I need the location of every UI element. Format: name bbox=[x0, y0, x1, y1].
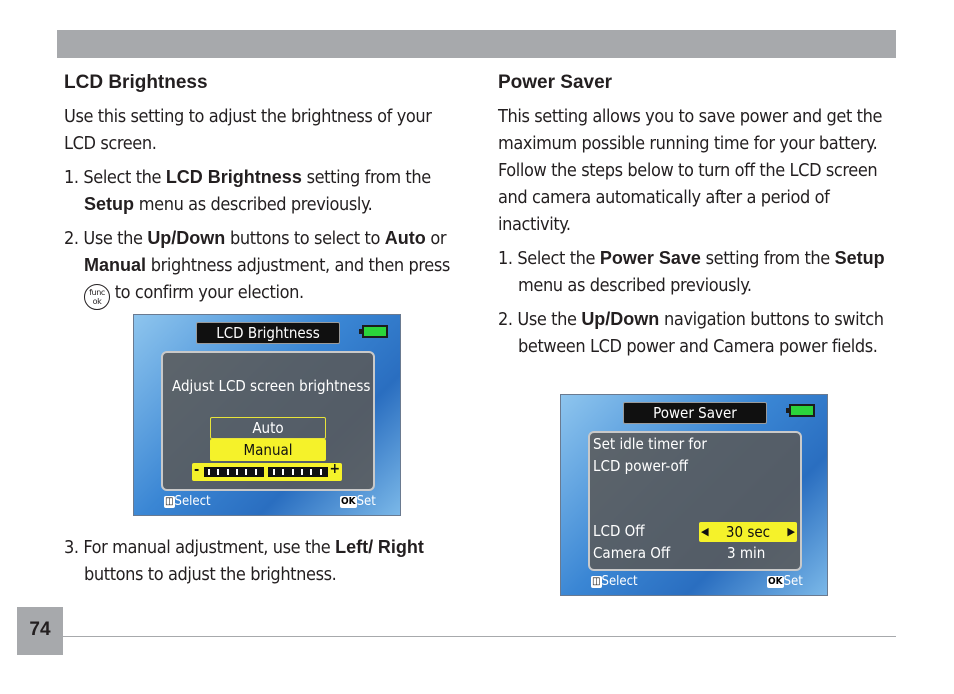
lcd-off-label: LCD Off bbox=[593, 522, 645, 540]
step-1 bbox=[64, 164, 464, 218]
screen-line-2: LCD power-off bbox=[593, 457, 689, 475]
slider-tick bbox=[255, 469, 257, 475]
brightness-slider bbox=[192, 463, 342, 481]
set-label: Set bbox=[356, 494, 376, 509]
screen-title: Power Saver bbox=[623, 402, 767, 424]
camera-off-value: 3 min bbox=[727, 544, 766, 562]
ok-key-icon: OK bbox=[341, 496, 356, 507]
option-manual: Manual bbox=[210, 439, 326, 461]
step-text: navigation buttons to switch between LCD power and Camera power fields. bbox=[518, 309, 884, 357]
dpad-icon: ◫ bbox=[592, 576, 601, 587]
slider-tick bbox=[245, 469, 247, 475]
slider-tick bbox=[292, 469, 294, 475]
section-heading: Power Saver bbox=[498, 72, 613, 93]
step-text: buttons to select to bbox=[225, 228, 385, 249]
lcd-brightness-section bbox=[64, 72, 464, 310]
select-hint bbox=[591, 574, 638, 589]
slider-tick bbox=[217, 469, 219, 475]
step-text: buttons to adjust the brightness. bbox=[84, 564, 337, 585]
step-2 bbox=[64, 225, 464, 310]
intro-text: This setting allows you to save power and get the maximum possible running time for your battery. Follow the steps below to turn off the LCD screen and camera automatically after a period of inactivity. bbox=[498, 106, 883, 235]
bold-term: Right bbox=[377, 537, 424, 557]
slider-tick bbox=[236, 469, 238, 475]
camera-off-label: Camera Off bbox=[593, 544, 671, 562]
arrow-left-icon: ◀ bbox=[701, 525, 709, 538]
bold-term: Auto bbox=[384, 228, 426, 248]
step-text: setting from the bbox=[700, 248, 835, 269]
step-text: 3. For manual adjustment, use the bbox=[64, 537, 336, 558]
arrow-right-icon: ▶ bbox=[787, 525, 795, 538]
set-label: Set bbox=[783, 574, 803, 589]
step-1 bbox=[498, 245, 898, 299]
slider-minus: - bbox=[194, 462, 200, 478]
slider-track bbox=[204, 467, 328, 477]
bold-term: Setup bbox=[834, 248, 885, 268]
step-text: 1. Select the bbox=[498, 248, 600, 269]
battery-icon bbox=[789, 404, 815, 417]
bold-term: LCD Brightness bbox=[165, 167, 302, 187]
step-text: to confirm your election. bbox=[110, 282, 304, 303]
step-text: 1. Select the bbox=[64, 167, 166, 188]
lcd-off-value-field bbox=[699, 522, 797, 542]
set-hint bbox=[340, 494, 376, 509]
step-3-block bbox=[64, 527, 464, 588]
header-bar bbox=[57, 30, 896, 58]
screen-line-1: Set idle timer for bbox=[593, 435, 707, 453]
step-text: brightness adjustment, and then press bbox=[146, 255, 450, 276]
lcd-brightness-screen bbox=[133, 314, 401, 516]
footer-line bbox=[63, 636, 896, 637]
step-2 bbox=[498, 306, 898, 360]
set-hint bbox=[767, 574, 803, 589]
dpad-icon: ◫ bbox=[165, 496, 174, 507]
bold-term: Power Save bbox=[599, 248, 701, 268]
section-heading: LCD Brightness bbox=[64, 72, 208, 93]
option-auto: Auto bbox=[210, 417, 326, 439]
battery-icon bbox=[362, 325, 388, 338]
ok-key-icon: OK bbox=[768, 576, 783, 587]
select-hint bbox=[164, 494, 211, 509]
step-text: 2. Use the bbox=[498, 309, 582, 330]
bold-term: Up/Down bbox=[581, 309, 660, 329]
step-text: setting from the bbox=[301, 167, 431, 188]
bold-term: Up/Down bbox=[147, 228, 226, 248]
step-text: menu as described previously. bbox=[134, 194, 373, 215]
step-text: or bbox=[425, 228, 447, 249]
bold-term: Left/ bbox=[335, 537, 374, 557]
lcd-off-value: 30 sec bbox=[725, 523, 771, 541]
step-3 bbox=[64, 534, 464, 588]
bold-term: Manual bbox=[84, 255, 147, 275]
select-label: Select bbox=[601, 574, 638, 589]
select-label: Select bbox=[174, 494, 211, 509]
step-text: menu as described previously. bbox=[518, 275, 752, 296]
step-text: 2. Use the bbox=[64, 228, 148, 249]
slider-plus: + bbox=[329, 461, 340, 477]
power-saver-screen bbox=[560, 394, 828, 596]
slider-tick bbox=[301, 469, 303, 475]
func-ok-button-icon bbox=[84, 284, 110, 310]
slider-tick bbox=[227, 469, 229, 475]
screen-title: LCD Brightness bbox=[196, 322, 340, 344]
bold-term: Setup bbox=[84, 194, 135, 214]
page-number: 74 bbox=[17, 607, 63, 655]
slider-tick bbox=[310, 469, 312, 475]
intro-text: Use this setting to adjust the brightness of your LCD screen. bbox=[64, 106, 432, 154]
slider-tick bbox=[273, 469, 275, 475]
screen-prompt: Adjust LCD screen brightness bbox=[172, 377, 371, 395]
slider-tick bbox=[282, 469, 284, 475]
slider-tick bbox=[208, 469, 210, 475]
func-label: func bbox=[89, 288, 105, 297]
slider-tick bbox=[320, 469, 322, 475]
power-saver-section bbox=[498, 72, 898, 360]
slider-level-marker bbox=[264, 465, 268, 479]
ok-label: ok bbox=[92, 297, 102, 306]
